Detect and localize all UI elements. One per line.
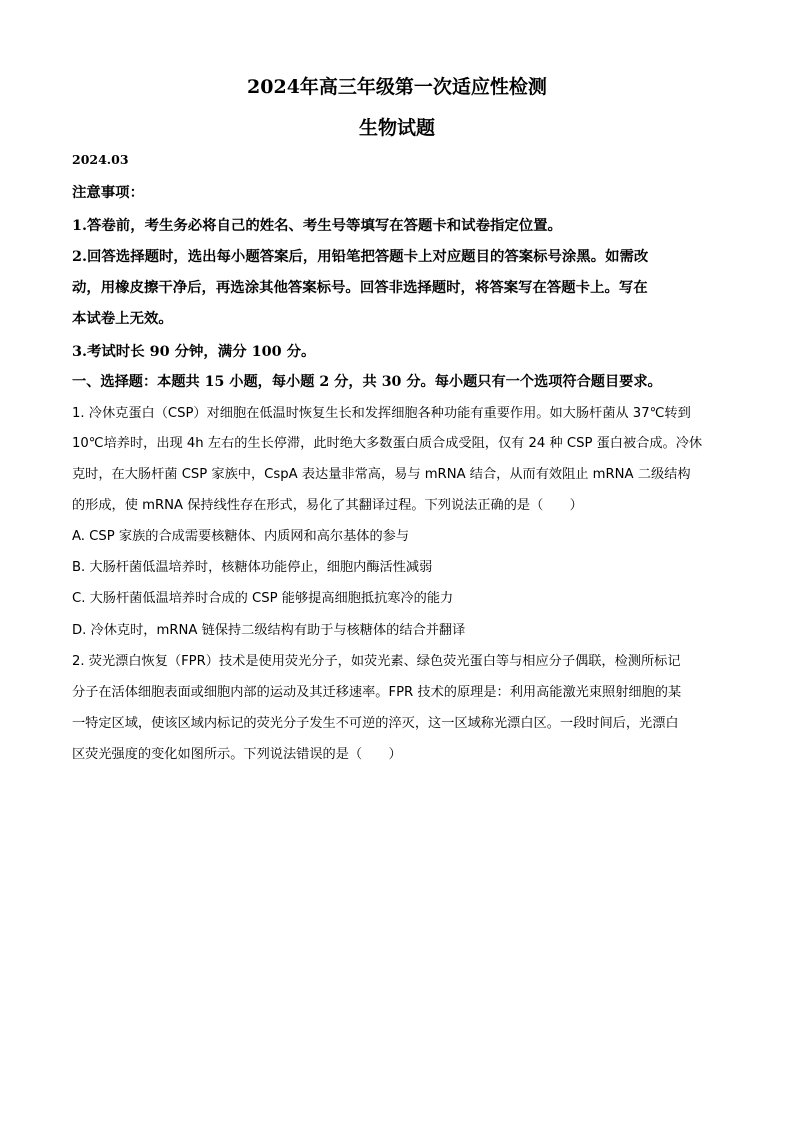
answer-option: B. 大肠杆菌低温培养时，核糖体功能停止，细胞内酶活性减弱 [72, 560, 433, 575]
notice-line: 2.回答选择题时，选出每小题答案后，用铅笔把答题卡上对应题目的答案标号涂黑。如需改 [72, 248, 649, 265]
page-title: 2024年高三年级第一次适应性检测 [247, 76, 547, 98]
question-stem-line: 10℃培养时，出现 4h 左右的生长停滞，此时绝大多数蛋白质合成受阻，仅有 24 种 CSP 蛋白被合成。冷休 [72, 436, 703, 451]
answer-option: C. 大肠杆菌低温培养时合成的 CSP 能够提高细胞抵抗寒冷的能力 [72, 591, 454, 606]
question-stem-line: 一特定区域，使该区域内标记的荧光分子发生不可逆的淬灭，这一区域称光漂白区。一段时间后，光漂白 [72, 716, 679, 731]
question-stem-line: 区荧光强度的变化如图所示。下列说法错误的是（ ） [72, 747, 402, 762]
notice-line: 1.答卷前，考生务必将自己的姓名、考生号等填写在答题卡和试卷指定位置。 [72, 217, 562, 234]
question-stem-line: 分子在活体细胞表面或细胞内部的运动及其迁移速率。FPR 技术的原理是：利用高能激光束照射细胞的某 [72, 685, 682, 700]
question-stem-line: 克时，在大肠杆菌 CSP 家族中，CspA 表达量非常高，易与 mRNA 结合，从而有效阻止 mRNA 二级结构 [72, 467, 691, 482]
answer-option: A. CSP 家族的合成需要核糖体、内质网和高尔基体的参与 [72, 529, 410, 544]
notice-line: 本试卷上无效。 [72, 310, 173, 327]
question-stem-line: 2. 荧光漂白恢复（FPR）技术是使用荧光分子，如荧光素、绿色荧光蛋白等与相应分子偶联，检测所标记 [72, 654, 681, 669]
exam-date: 2024.03 [72, 152, 129, 167]
notice-line: 3.考试时长 90 分钟，满分 100 分。 [72, 343, 316, 360]
question-stem-line: 的形成，使 mRNA 保持线性存在形式，易化了其翻译过程。下列说法正确的是（ ） [72, 498, 583, 513]
page-subtitle: 生物试题 [358, 117, 435, 139]
notice-heading: 注意事项： [72, 184, 144, 201]
question-stem-line: 1. 冷休克蛋白（CSP）对细胞在低温时恢复生长和发挥细胞各种功能有重要作用。如大肠杆菌从 37℃转到 [72, 406, 691, 421]
answer-option: D. 冷休克时，mRNA 链保持二级结构有助于与核糖体的结合并翻译 [72, 623, 466, 638]
notice-line: 动，用橡皮擦干净后，再选涂其他答案标号。回答非选择题时，将答案写在答题卡上。写在 [72, 279, 648, 296]
section-heading: 一、选择题：本题共 15 小题，每小题 2 分，共 30 分。每小题只有一个选项符合题目要求。 [72, 374, 662, 390]
